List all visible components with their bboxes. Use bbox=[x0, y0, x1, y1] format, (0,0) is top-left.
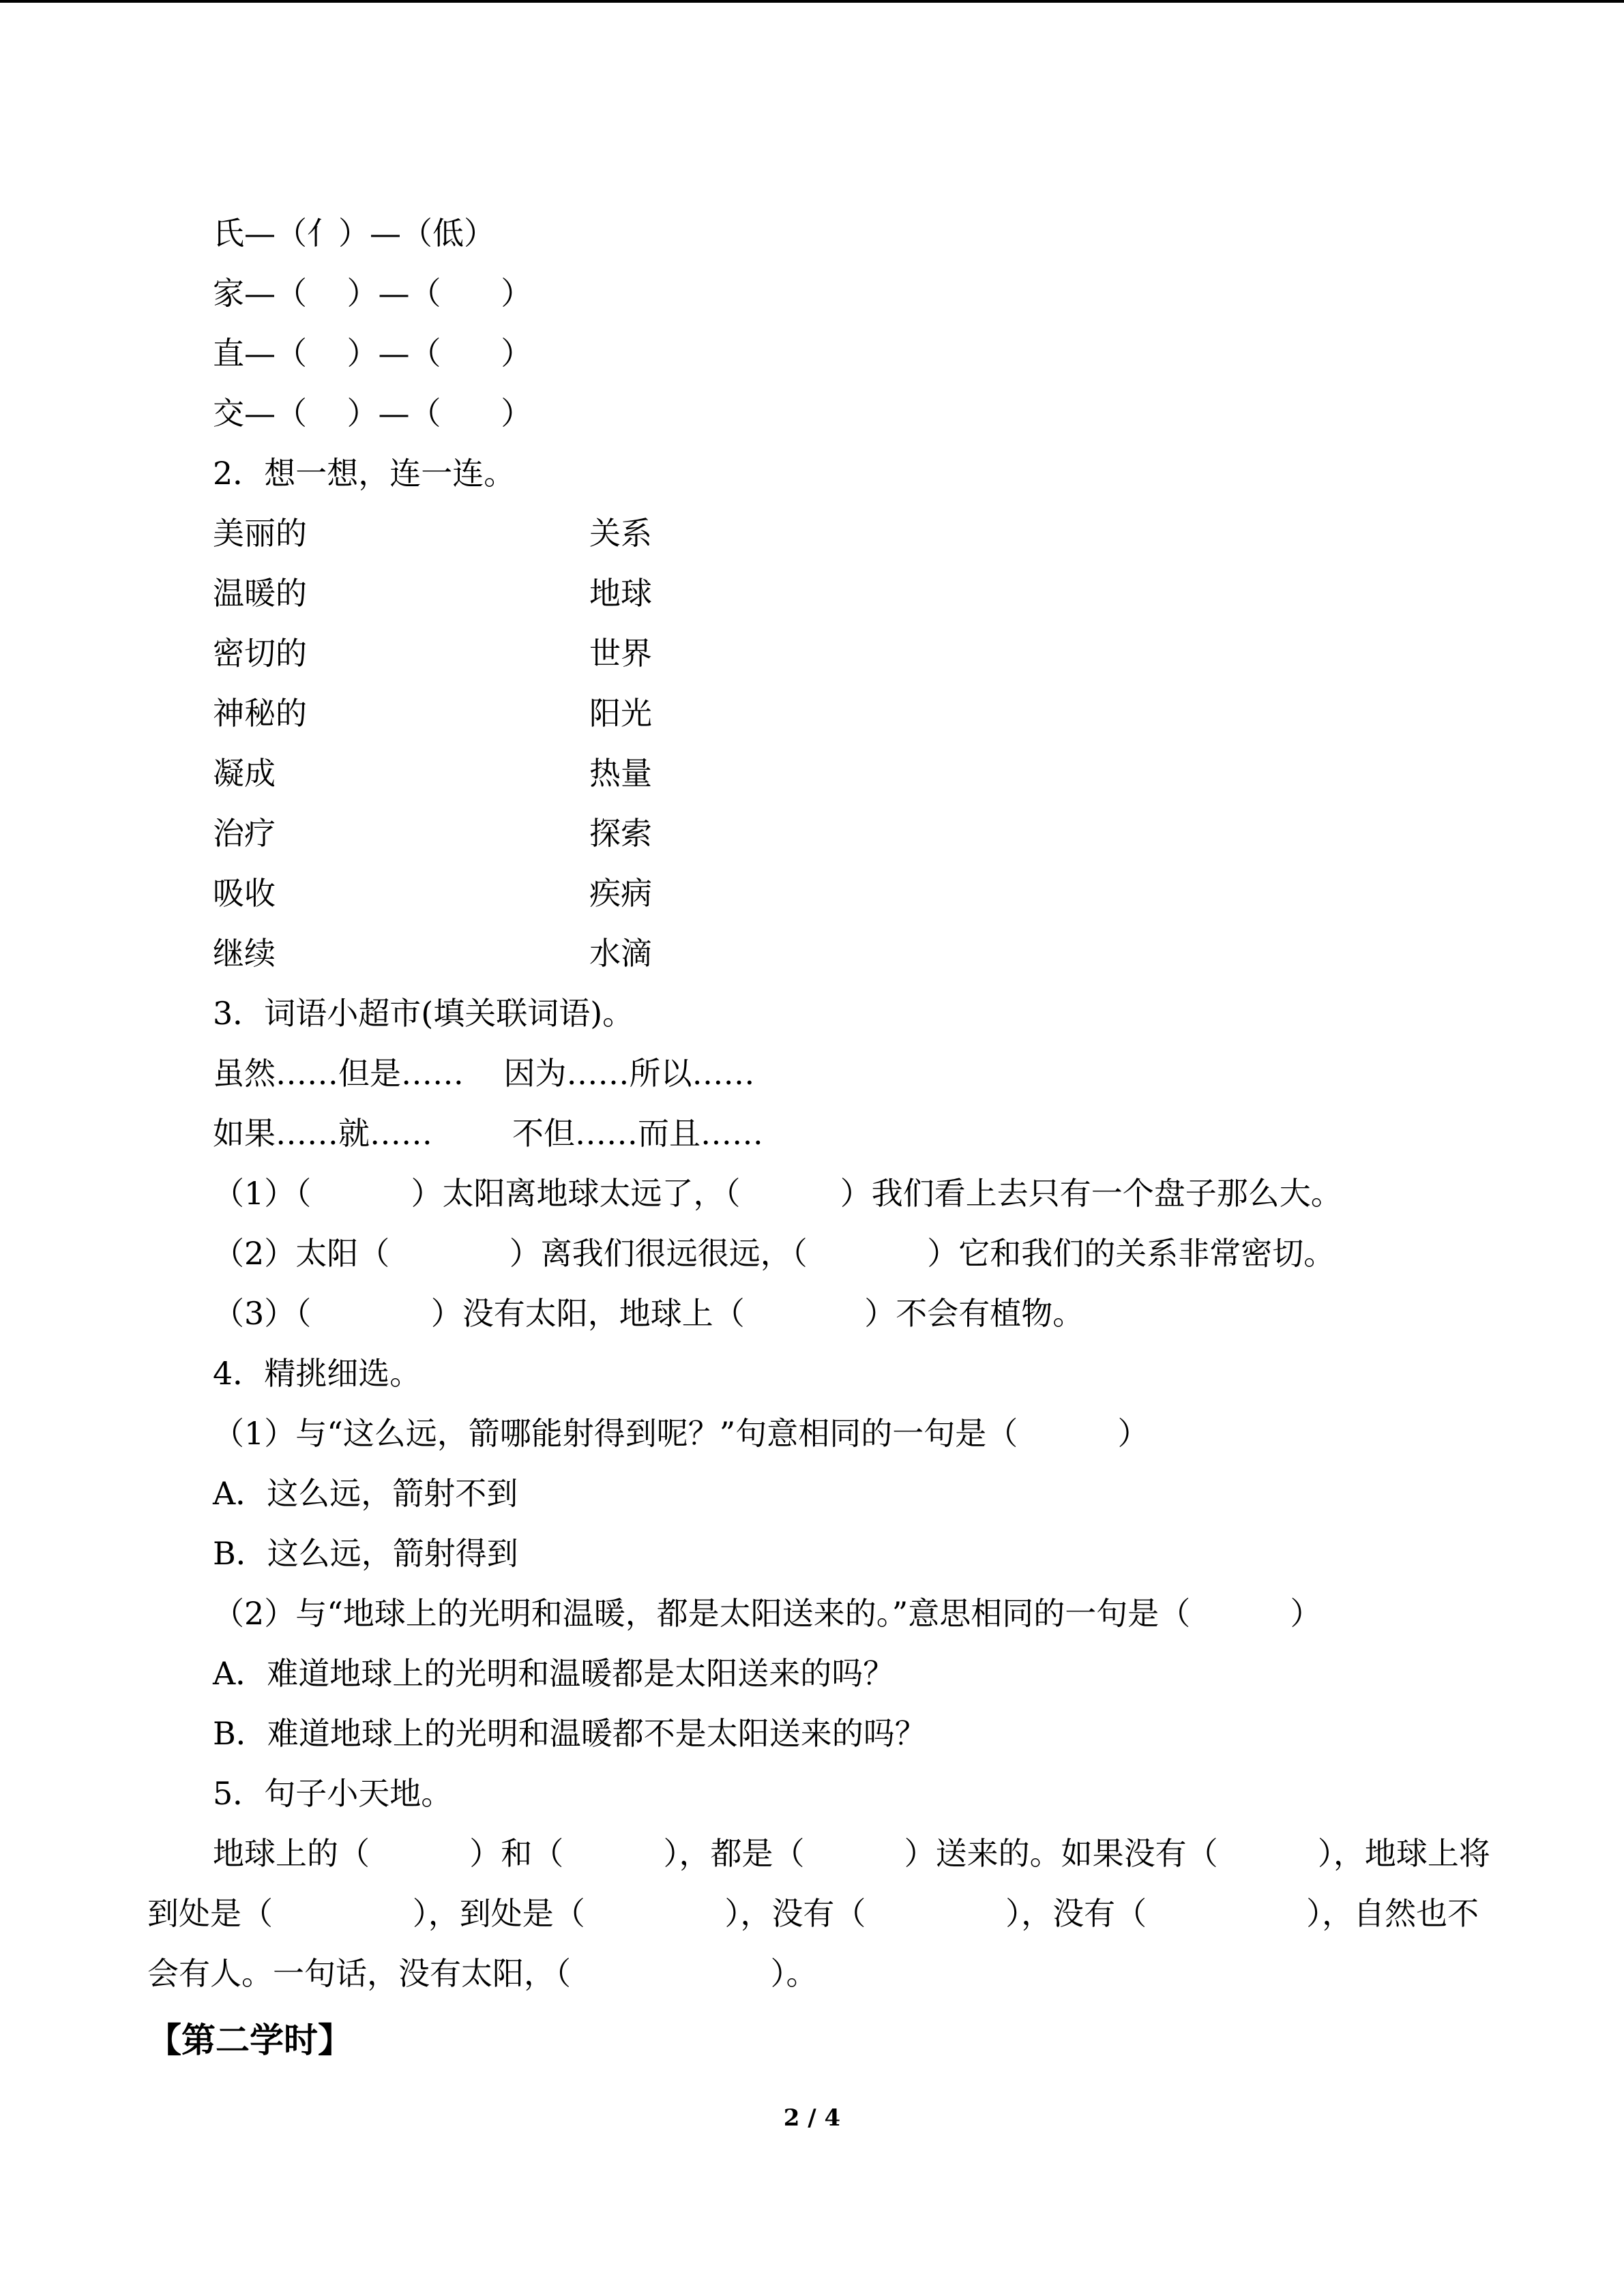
match-left-2: 温暖的 bbox=[213, 575, 307, 612]
page-top-rule bbox=[0, 0, 1624, 3]
match-right-4: 阳光 bbox=[589, 695, 652, 732]
q5-line-3: 会有人。一句话，没有太阳，（ ）。 bbox=[147, 1955, 818, 1992]
radical-row-2: 家—（ ）—（ ） bbox=[213, 275, 533, 312]
q5-line-2: 到处是（ ），到处是（ ），没有（ ），没有（ ），自然也不 bbox=[147, 1895, 1479, 1932]
q4-question-1-option-b: B．这么远，箭射得到 bbox=[213, 1535, 518, 1572]
q3-item-3: （3）（ ）没有太阳，地球上（ ）不会有植物。 bbox=[213, 1295, 1084, 1332]
match-left-1: 美丽的 bbox=[213, 515, 307, 552]
match-right-3: 世界 bbox=[589, 635, 652, 672]
page-number: 2 / 4 bbox=[783, 2104, 841, 2132]
q4-question-2-option-b: B．难道地球上的光明和温暖都不是太阳送来的吗？ bbox=[213, 1715, 926, 1752]
q4-question-2-option-a: A．难道地球上的光明和温暖都是太阳送来的吗？ bbox=[213, 1655, 895, 1692]
match-right-6: 探索 bbox=[589, 815, 652, 852]
match-right-5: 热量 bbox=[589, 755, 652, 792]
q5-title: 5．句子小天地。 bbox=[213, 1775, 453, 1812]
match-left-6: 治疗 bbox=[213, 815, 276, 852]
radical-row-1: 氏—（亻）—（低） bbox=[213, 215, 495, 252]
section-heading: 【第二学时】 bbox=[147, 2020, 352, 2060]
q3-item-2: （2）太阳（ ）离我们很远很远，（ ）它和我们的关系非常密切。 bbox=[213, 1235, 1335, 1272]
match-left-3: 密切的 bbox=[213, 635, 307, 672]
match-left-4: 神秘的 bbox=[213, 695, 307, 732]
q4-title: 4．精挑细选。 bbox=[213, 1355, 422, 1392]
q4-question-2: （2）与“地球上的光明和温暖，都是太阳送来的。”意思相同的一句是（ ） bbox=[213, 1595, 1322, 1632]
q3-options-row-2: 如果……就…… 不但……而且…… bbox=[213, 1115, 763, 1152]
q2-title: 2．想一想，连一连。 bbox=[213, 455, 516, 492]
q3-title: 3．词语小超市(填关联词语)。 bbox=[213, 995, 634, 1032]
match-left-5: 凝成 bbox=[213, 755, 276, 792]
match-right-7: 疾病 bbox=[589, 875, 652, 912]
match-right-2: 地球 bbox=[589, 575, 652, 612]
match-right-8: 水滴 bbox=[589, 935, 652, 972]
radical-row-3: 直—（ ）—（ ） bbox=[213, 335, 533, 372]
q4-question-1: （1）与“这么远，箭哪能射得到呢？”句意相同的一句是（ ） bbox=[213, 1415, 1149, 1452]
match-left-7: 吸收 bbox=[213, 875, 276, 912]
q4-question-1-option-a: A．这么远，箭射不到 bbox=[213, 1475, 518, 1512]
q3-item-1: （1）（ ）太阳离地球太远了，（ ）我们看上去只有一个盘子那么大。 bbox=[213, 1175, 1342, 1212]
match-right-1: 关系 bbox=[589, 515, 652, 552]
q3-options-row-1: 虽然……但是…… 因为……所以…… bbox=[213, 1055, 755, 1092]
radical-row-4: 交—（ ）—（ ） bbox=[213, 395, 533, 432]
match-left-8: 继续 bbox=[213, 935, 276, 972]
q5-line-1: 地球上的（ ）和（ ），都是（ ）送来的。如果没有（ ），地球上将 bbox=[213, 1835, 1490, 1872]
